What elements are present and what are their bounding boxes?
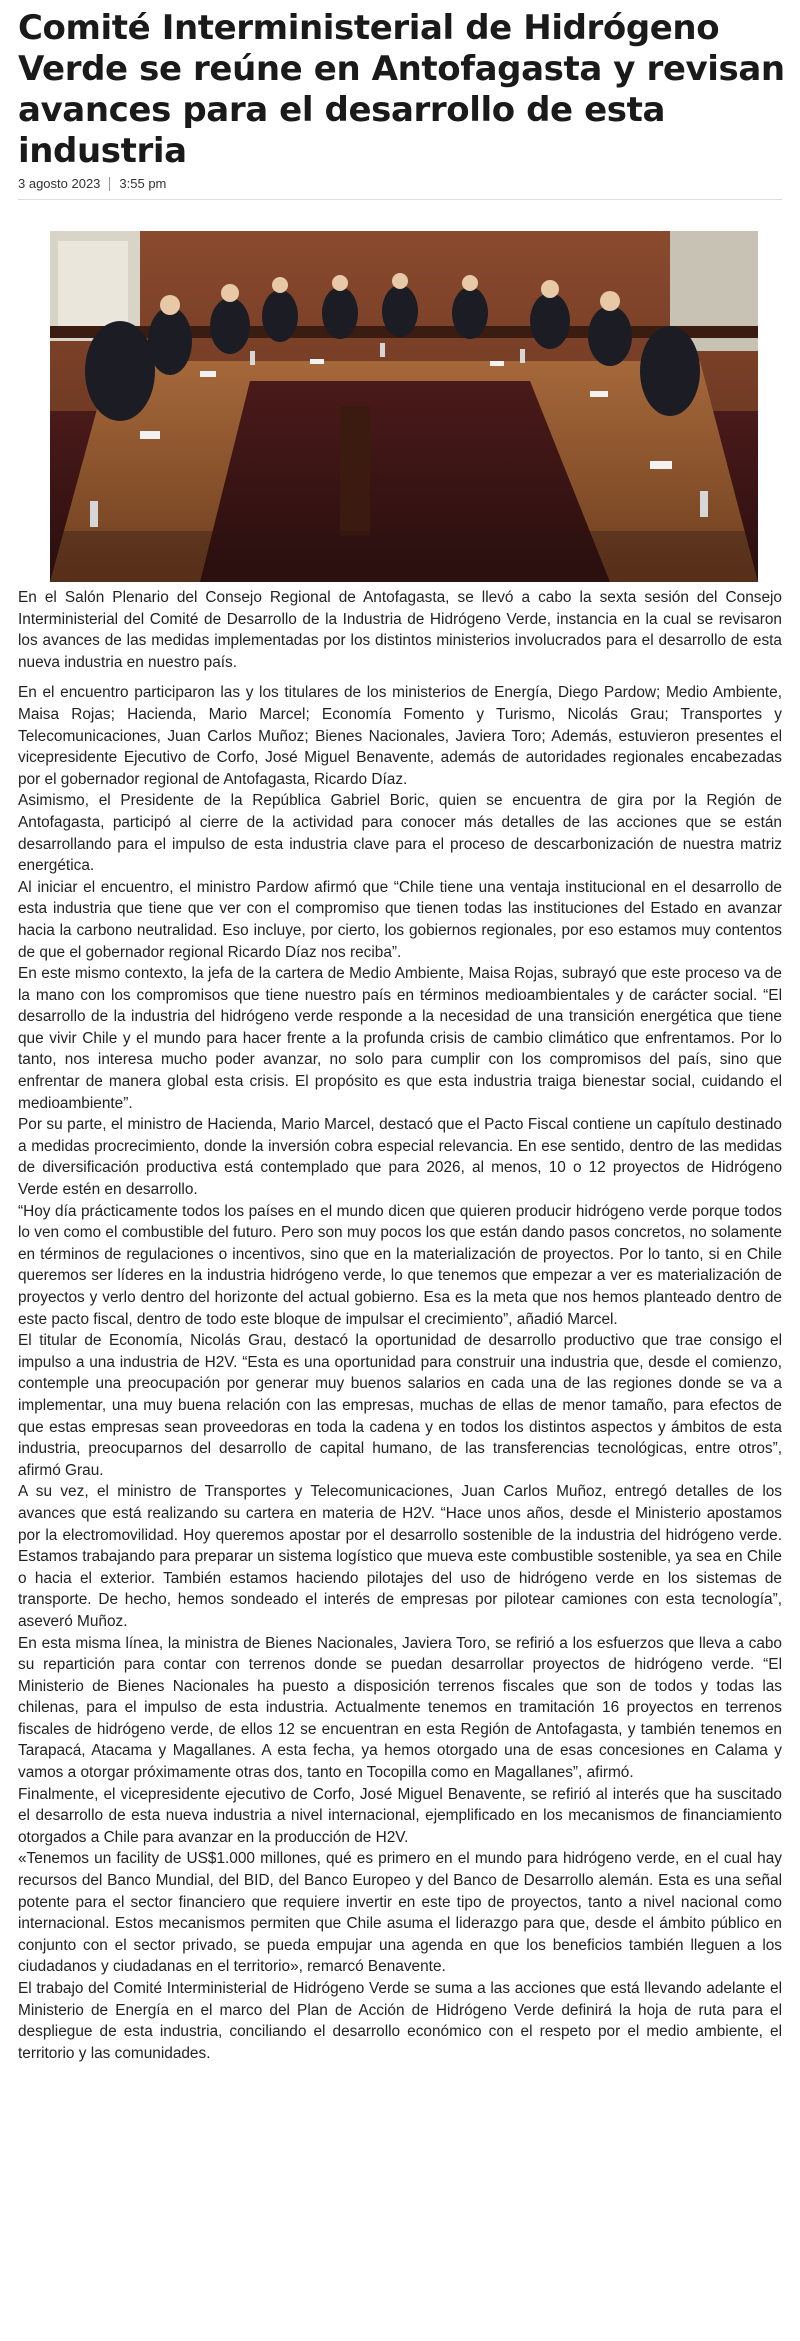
article-title: Comité Interministerial de Hidrógeno Verde se reúne en Antofagasta y revisan avances para el desarrollo de esta industria [18, 8, 785, 171]
paragraph: Finalmente, el vicepresidente ejecutivo de Corfo, José Miguel Benavente, se refirió al interés que ha suscitado el desarrollo de esta nueva industria a nivel internacional, ejemplificado en los mecanismos de financiamiento otorgados a Chile para avanzar en la producción de H2V. [18, 1785, 782, 1846]
paragraph: En esta misma línea, la ministra de Bienes Nacionales, Javiera Toro, se refirió a los esfuerzos que lleva a cabo su repartición para contar con terrenos donde se puedan desarrollar proyectos de hidrógeno verde. “El Ministerio de Bienes Nacionales ha puesto a disposición terrenos fiscales que son de todos y todas las chilenas, para el impulso de esta industria. Actualmente tenemos en tramitación 16 proyectos en terrenos fiscales de hidrógeno verde, de ellos 12 se encuentran en esta Región de Antofagasta, y también tenemos en Tarapacá, Atacama y Magallanes. A esta fecha, ya hemos otorgado una de esas concesiones en Calama y vamos a otorgar próximamente otras dos, tanto en Tocopilla como en Magallanes”, afirmó. [18, 1634, 782, 1782]
paragraph: Por su parte, el ministro de Hacienda, Mario Marcel, destacó que el Pacto Fiscal contiene un capítulo destinado a medidas procrecimiento, donde la inversión cobra especial relevancia. En ese sentido, dentro de las medidas de diversificación productiva está contemplado que para 2026, al menos, 10 o 12 proyectos de Hidrógeno Verde estén en desarrollo. [18, 1116, 782, 1199]
paragraph: Asimismo, el Presidente de la República Gabriel Boric, quien se encuentra de gira por la Región de Antofagasta, participó al cierre de la actividad para conocer más detalles de las acciones que se están desarrollando para el impulso de esta industria clave para el proceso de descarbonización de nuestra matriz energética. [18, 792, 782, 875]
paragraph: En el Salón Plenario del Consejo Regional de Antofagasta, se llevó a cabo la sexta sesión del Consejo Interministerial del Comité de Desarrollo de la Industria de Hidrógeno Verde, instancia en la cual se revisaron los avances de las medidas implementadas por los distintos ministerios involucrados para el desarrollo de esta nueva industria en nuestro país. [18, 589, 782, 671]
article-body [18, 587, 782, 2064]
meta-divider [109, 177, 110, 191]
paragraph: «Tenemos un facility de US$1.000 millones, qué es primero en el mundo para hidrógeno verde, en el cual hay recursos del Banco Mundial, del BID, del Banco Europeo y del Banco de Desarrollo alemán. Esta es una señal potente para el sector financiero que requiere invertir en este tipo de proyectos, tanto a nivel nacional como internacional. Estos mecanismos permiten que Chile asuma el liderazgo para que, desde el ámbito público en conjunto con el sector privado, se pueda empujar una agenda en que los beneficios también lleguen a los ciudadanos y ciudadanas en el territorio», remarcó Benavente. [18, 1850, 782, 1976]
article-meta [18, 176, 166, 192]
header-divider [18, 199, 782, 200]
meeting-photo [50, 231, 758, 582]
paragraph: En este mismo contexto, la jefa de la cartera de Medio Ambiente, Maisa Rojas, subrayó que este proceso va de la mano con los compromisos que tiene nuestro país en términos medioambientales y de carácter social. “El desarrollo de la industria del hidrógeno verde responde a la necesidad de una transición energética que tiene que vivir Chile y el mundo para hacer frente a la profunda crisis de cambio climático que enfrentamos. Por lo tanto, nos interesa mucho poder avanzar, no solo para cumplir con los compromisos del país, sino que enfrentar de manera global esta crisis. El propósito es que esta industria traiga bienestar social, cuidando el medioambiente”. [18, 965, 782, 1112]
article-time: 3:55 pm [119, 176, 167, 191]
paragraph: El titular de Economía, Nicolás Grau, destacó la oportunidad de desarrollo productivo que trae consigo el impulso a una industria de H2V. “Esta es una oportunidad para construir una industria que, desde el comienzo, contemple una preocupación por generar muy buenos salarios en cada una de las regiones donde se va a implementar, una muy buena relación con las empresas, muchas de ellas de menor tamaño, para efectos de que estas empresas sean proveedoras en toda la cadena y en todos los distintos aspectos y ámbitos de esta industria, preocuparnos del desarrollo de capital humano, de las transferencias tecnológicas, entre otros”, afirmó Grau. [18, 1332, 782, 1479]
paragraph: Al iniciar el encuentro, el ministro Pardow afirmó que “Chile tiene una ventaja institucional en el desarrollo de esta industria que tiene que ver con el compromiso que tienen todas las instituciones del Estado en avanzar hacia la carbono neutralidad. Eso incluye, por cierto, los gobiernos regionales, por eso estamos muy contentos de que el gobernador regional Ricardo Díaz nos reciba”. [18, 878, 782, 961]
paragraph: En el encuentro participaron las y los titulares de los ministerios de Energía, Diego Pardow; Medio Ambiente, Maisa Rojas; Hacienda, Mario Marcel; Economía Fomento y Turismo, Nicolás Grau; Transportes y Telecomunicaciones, Juan Carlos Muñoz; Bienes Nacionales, Javiera Toro; Además, estuvieron presentes el vicepresidente Ejecutivo de Corfo, José Miguel Benavente, además de autoridades regionales encabezadas por el gobernador regional de Antofagasta, Ricardo Díaz. [18, 684, 782, 788]
article-date: 3 agosto 2023 [18, 176, 101, 191]
paragraph: A su vez, el ministro de Transportes y Telecomunicaciones, Juan Carlos Muñoz, entregó detalles de los avances que está realizando su cartera en materia de H2V. “Hace unos años, desde el Ministerio apostamos por la electromovilidad. Hoy queremos apostar por el desarrollo sostenible de la industria del hidrógeno verde. Estamos trabajando para preparar un sistema logístico que mueva este combustible sostenible, ya sea en Chile o hacia el exterior. También estamos haciendo pilotajes del uso de hidrógeno verde en los sistemas de transporte. De hecho, hemos sondeado el interés de empresas por pilotear camiones con esta tecnología”, aseveró Muñoz. [18, 1483, 782, 1630]
paragraph: El trabajo del Comité Interministerial de Hidrógeno Verde se suma a las acciones que está llevando adelante el Ministerio de Energía en el marco del Plan de Acción de Hidrógeno Verde definirá la hoja de ruta para el despliegue de esta industria, conciliando el desarrollo económico con el respeto por el medio ambiente, el territorio y las comunidades. [18, 1980, 782, 2062]
paragraph: “Hoy día prácticamente todos los países en el mundo dicen que quieren producir hidrógeno verde porque todos lo ven como el combustible del futuro. Pero son muy pocos los que están dando pasos concretos, no solamente en términos de regulaciones o incentivos, sino que en la materialización de proyectos. Por lo tanto, si en Chile queremos ser líderes en la industria hidrógeno verde, lo que tenemos que empezar a ver es materialización de proyectos y verlo dentro del horizonte del actual gobierno. Esa es la meta que nos hemos planteado dentro de este pacto fiscal, dentro de todo este bloque de impulsar el crecimiento”, añadió Marcel. [18, 1202, 782, 1328]
